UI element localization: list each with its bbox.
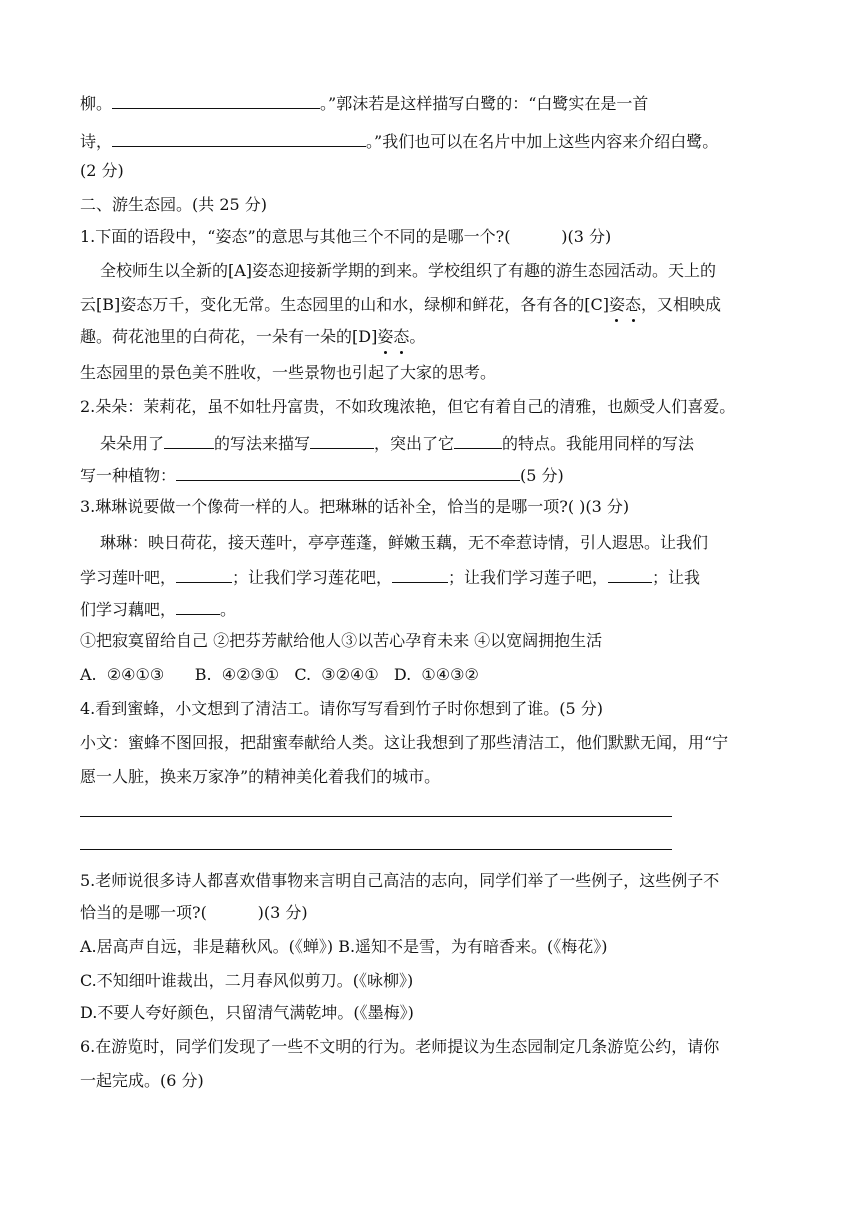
- question-5-prompt-line-1: 5.老师说很多诗人都喜欢借事物来言明自己高洁的志向，同学们举了一些例子，这些例子不: [80, 871, 720, 890]
- question-3-passage-line-2: [80, 564, 700, 586]
- intro-text: 。”我们也可以在名片中加上这些内容来介绍白鹭。: [366, 132, 719, 151]
- q3-text: 。: [220, 600, 237, 619]
- emphasis-char: 姿: [377, 327, 394, 346]
- question-1-passage-line-3: [80, 326, 425, 348]
- intro-line-1: [80, 90, 648, 112]
- intro-score: (2 分): [80, 161, 124, 180]
- q2-text: ，突出了它: [374, 434, 455, 453]
- question-1-passage-line-1: 全校师生以全新的[A]姿态迎接新学期的到来。学校组织了有趣的游生态园活动。天上的: [100, 261, 717, 280]
- question-4-example-line-2: 愿一人脏，换来万家净”的精神美化着我们的城市。: [80, 767, 441, 786]
- question-2-line-2: [80, 462, 564, 484]
- q2-text: 朵朵用了: [100, 434, 165, 453]
- passage-text: 趣。荷花池里的白荷花，一朵有一朵的[D]: [80, 327, 378, 346]
- intro-text: 诗，: [80, 132, 113, 151]
- q3-text: ；让我们学习莲子吧，: [448, 568, 609, 587]
- question-1-passage-line-2: [80, 294, 721, 316]
- answer-blank[interactable]: [176, 462, 520, 481]
- emphasis-char: 态: [393, 327, 410, 346]
- question-4-example-line-1: 小文：蜜蜂不图回报，把甜蜜奉献给人类。这让我想到了那些清洁工，他们默默无闻，用“宁: [80, 733, 729, 752]
- emphasis-char: 态: [625, 295, 642, 314]
- answer-blank[interactable]: [112, 128, 366, 147]
- answer-line[interactable]: [80, 816, 672, 817]
- question-4-prompt: 4.看到蜜蜂，小文想到了清洁工。请你写写看到竹子时你想到了谁。(5 分): [80, 699, 604, 718]
- question-5-option-d: D.不要人夸好颜色，只留清气满乾坤。(《墨梅》): [80, 1003, 414, 1022]
- q3-text: 学习莲叶吧，: [80, 568, 177, 587]
- score-text: (5 分): [520, 466, 564, 485]
- passage-text: 。: [409, 327, 426, 346]
- passage-text: 云[B]姿态万千，变化无常。生态园里的山和水，绿柳和鲜花，各有各的[C]: [80, 295, 609, 314]
- section-heading: 二、游生态园。(共 25 分): [80, 195, 268, 214]
- intro-text: 。”郭沫若是这样描写白鹭的：“白鹭实在是一首: [320, 94, 649, 113]
- answer-line[interactable]: [80, 849, 672, 850]
- q3-text: ；让我: [652, 568, 701, 587]
- answer-blank[interactable]: [310, 430, 374, 449]
- q2-text: 的特点。我能用同样的写法: [502, 434, 695, 453]
- transition-text: 生态园里的景色美不胜收，一些景物也引起了大家的思考。: [80, 363, 497, 382]
- question-3-items: ①把寂寞留给自己 ②把芬芳献给他人③以苦心孕育未来 ④以宽阔拥抱生活: [80, 631, 603, 650]
- answer-blank[interactable]: [454, 430, 502, 449]
- question-6-prompt-line-2: 一起完成。(6 分): [80, 1071, 204, 1090]
- question-5-prompt-line-2: [80, 902, 308, 924]
- question-3-passage-line-1: 琳琳：映日荷花，接天莲叶，亭亭莲蓬，鲜嫩玉藕，无不牵惹诗情，引人遐思。让我们: [100, 533, 709, 552]
- answer-blank[interactable]: [176, 596, 220, 615]
- q2-text: 写一种植物：: [80, 466, 177, 485]
- question-2-prompt: 2.朵朵：茉莉花，虽不如牡丹富贵，不如玫瑰浓艳，但它有着自己的清雅，也颇受人们喜爱。: [80, 397, 736, 416]
- q2-text: 的写法来描写: [214, 434, 311, 453]
- answer-blank[interactable]: [392, 564, 448, 583]
- prompt-text: 恰当的是哪一项?( )(3 分): [80, 903, 308, 922]
- prompt-text: 1.下面的语段中，“姿态”的意思与其他三个不同的是哪一个?( )(3 分): [80, 227, 612, 246]
- options-text: A. ②④①③ B. ④②③① C. ③②④① D. ①④③②: [80, 665, 479, 684]
- answer-blank[interactable]: [608, 564, 652, 583]
- answer-blank[interactable]: [176, 564, 232, 583]
- answer-blank[interactable]: [112, 90, 320, 109]
- question-3-prompt: 3.琳琳说要做一个像荷一样的人。把琳琳的话补全，恰当的是哪一项?( )(3 分): [80, 497, 630, 516]
- intro-text: 柳。: [80, 94, 113, 113]
- question-3-options: [80, 664, 479, 686]
- question-5-option-c: C.不知细叶谁裁出，二月春风似剪刀。(《咏柳》): [80, 971, 414, 990]
- emphasis-char: 姿: [608, 295, 625, 314]
- question-1-prompt: [80, 226, 611, 248]
- answer-blank[interactable]: [164, 430, 214, 449]
- question-2-line-1: [100, 430, 694, 452]
- intro-line-2: [80, 128, 718, 150]
- question-3-passage-line-3: [80, 596, 236, 618]
- q3-text: ；让我们学习莲花吧，: [232, 568, 393, 587]
- question-5-option-a-b: A.居高声自远，非是藉秋风。(《蝉》) B.遥知不是雪，为有暗香来。(《梅花》): [80, 937, 608, 956]
- q3-text: 们学习藕吧，: [80, 600, 177, 619]
- question-6-prompt-line-1: 6.在游览时，同学们发现了一些不文明的行为。老师提议为生态园制定几条游览公约，请你: [80, 1037, 720, 1056]
- passage-text: ，又相映成: [641, 295, 722, 314]
